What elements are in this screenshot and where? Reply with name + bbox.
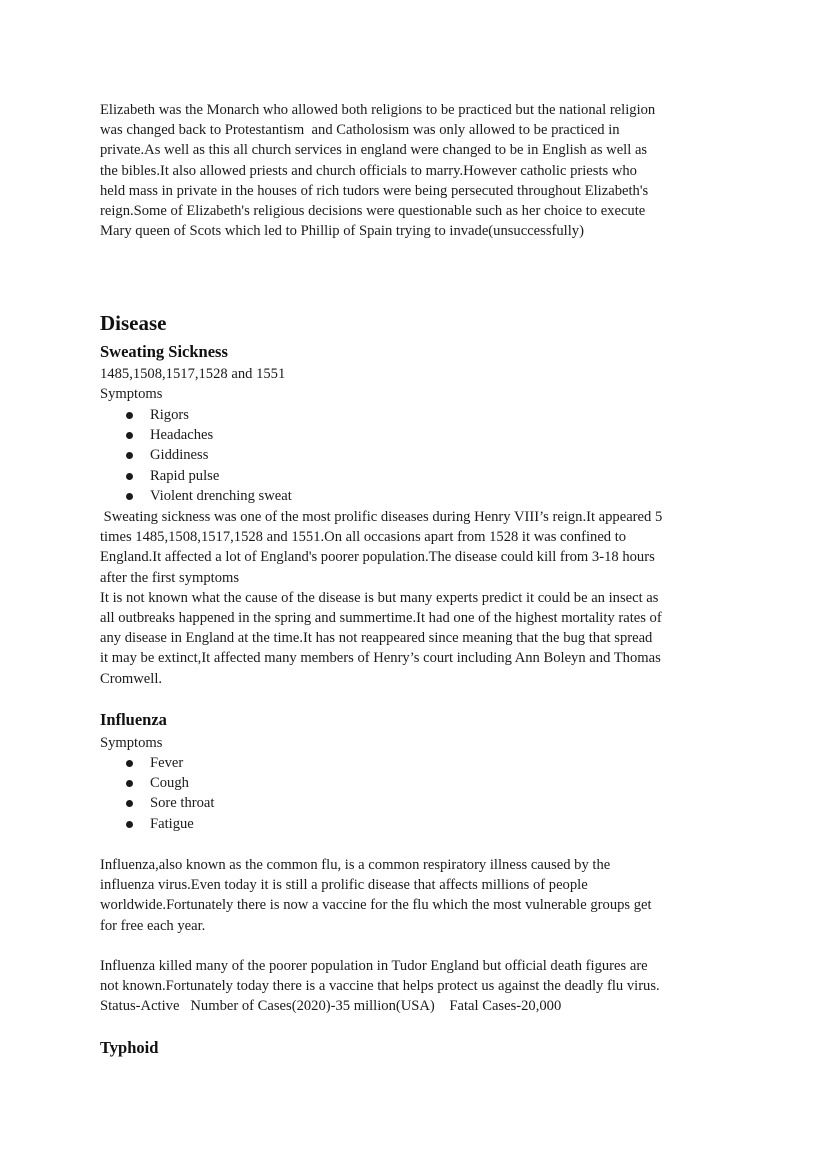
disease-heading: Disease	[100, 311, 167, 335]
paragraph-line: It is not known what the cause of the disease is but many experts predict it could be an insect as	[100, 589, 659, 606]
bullet-icon	[126, 473, 133, 480]
list-item	[124, 405, 292, 425]
list-item	[124, 445, 292, 465]
bullet-icon	[126, 821, 133, 828]
paragraph-line: Mary queen of Scots which led to Phillip of Spain trying to invade(unsuccessfully)	[100, 223, 584, 240]
paragraph-line: influenza virus.Even today it is still a prolific disease that affects millions of people	[100, 877, 588, 894]
paragraph-line: reign.Some of Elizabeth's religious decisions were questionable such as her choice to execute	[100, 203, 646, 220]
bullet-icon	[126, 452, 133, 459]
paragraph-line: times 1485,1508,1517,1528 and 1551.On all occasions apart from 1528 it was confined to	[100, 529, 627, 546]
influenza-symptoms-label-block	[100, 733, 740, 753]
paragraph-line: the bibles.It also allowed priests and church officials to marry.However catholic priests who	[100, 162, 637, 179]
list-item	[124, 466, 292, 486]
bullet-icon	[126, 760, 133, 767]
status-line: Status-Active Number of Cases(2020)-35 million(USA) Fatal Cases-20,000	[100, 998, 562, 1015]
symptom-text: Rapid pulse	[150, 467, 220, 484]
paragraph-line: Cromwell.	[100, 670, 163, 687]
symptom-text: Giddiness	[150, 447, 209, 464]
paragraph-line: any disease in England at the time.It has not reappeared since meaning that the bug that spread	[100, 630, 653, 647]
symptom-text: Sore throat	[150, 795, 215, 812]
bullet-icon	[126, 432, 133, 439]
sweating-sickness-paragraph	[100, 507, 740, 689]
intro-paragraph	[100, 100, 740, 241]
list-item	[124, 814, 214, 834]
list-item	[124, 486, 292, 506]
paragraph-line: England.It affected a lot of England's poorer population.The disease could kill from 3-18 hours	[100, 549, 655, 566]
paragraph-line: Influenza killed many of the poorer population in Tudor England but official death figures are	[100, 958, 648, 974]
paragraph-line: after the first symptoms	[100, 569, 240, 586]
list-item	[124, 753, 214, 773]
paragraph-line: held mass in private in the houses of rich tudors were being persecuted throughout Elizabeth's	[100, 182, 649, 199]
sweating-sickness-heading: Sweating Sickness	[100, 342, 228, 361]
paragraph-line: all outbreaks happened in the spring and summertime.It had one of the highest mortality rates of	[100, 610, 662, 627]
sweating-sickness-years	[100, 364, 740, 404]
paragraph-line: Sweating sickness was one of the most prolific diseases during Henry VIII’s reign.It appeared 5	[100, 509, 663, 525]
paragraph-line: Elizabeth was the Monarch who allowed both religions to be practiced but the national religion	[100, 102, 656, 118]
bullet-icon	[126, 780, 133, 787]
list-item	[124, 425, 292, 445]
symptom-text: Headaches	[150, 427, 214, 444]
sweating-sickness-symptoms-list	[124, 405, 292, 506]
bullet-icon	[126, 412, 133, 419]
paragraph-line: Influenza,also known as the common flu, is a common respiratory illness caused by the	[100, 857, 611, 873]
paragraph-line: for free each year.	[100, 917, 206, 934]
symptom-text: Violent drenching sweat	[150, 487, 292, 504]
symptom-text: Cough	[150, 775, 189, 792]
paragraph-line: not known.Fortunately today there is a vaccine that helps protect us against the deadly flu virus.	[100, 978, 660, 995]
bullet-icon	[126, 800, 133, 807]
list-item	[124, 773, 214, 793]
paragraph-line: was changed back to Protestantism and Catholosism was only allowed to be practiced in	[100, 122, 620, 139]
paragraph-line: private.As well as this all church services in england were changed to be in English as well as	[100, 142, 648, 159]
influenza-paragraph-2	[100, 956, 740, 1017]
symptom-text: Rigors	[150, 407, 189, 423]
symptom-text: Fever	[150, 755, 184, 771]
typhoid-heading: Typhoid	[100, 1038, 159, 1057]
influenza-paragraph-1	[100, 855, 740, 936]
symptoms-label: Symptoms	[100, 735, 163, 751]
symptom-text: Fatigue	[150, 815, 194, 832]
list-item	[124, 793, 214, 813]
years-line: 1485,1508,1517,1528 and 1551	[100, 366, 286, 382]
bullet-icon	[126, 493, 133, 500]
influenza-heading: Influenza	[100, 710, 167, 729]
symptoms-label: Symptoms	[100, 386, 163, 403]
influenza-symptoms-list	[124, 753, 214, 834]
paragraph-line: it may be extinct,It affected many members of Henry’s court including Ann Boleyn and Thomas	[100, 650, 661, 667]
paragraph-line: worldwide.Fortunately there is now a vaccine for the flu which the most vulnerable groups get	[100, 897, 652, 914]
